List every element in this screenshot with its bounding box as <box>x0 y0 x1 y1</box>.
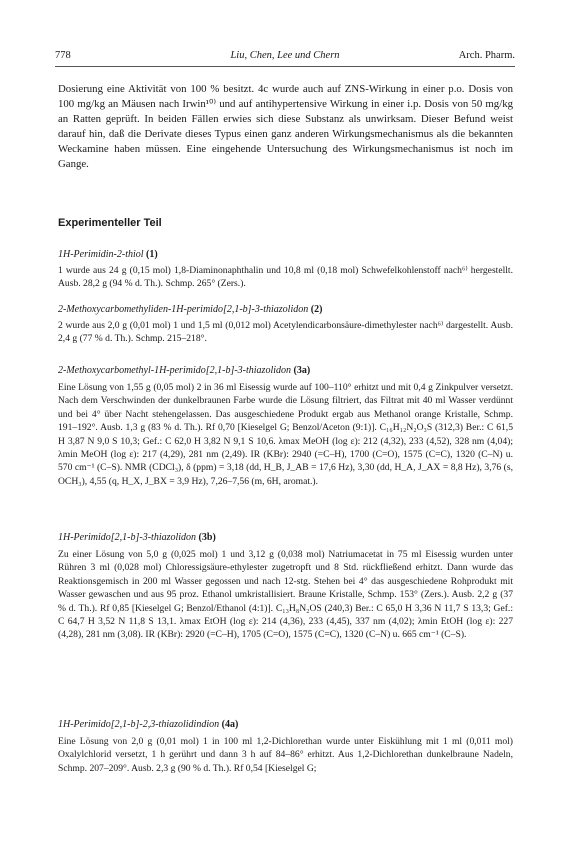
header-authors: Liu, Chen, Lee und Chern <box>230 50 340 61</box>
subsection-body: Eine Lösung von 1,55 g (0,05 mol) 2 in 36 ml Eisessig wurde auf 100–110° erhitzt und mit 0,4 g Zinkpulver versetzt. Nach dem Verschwinden der dunkelbraunen Farbe wurde die Lösung filtriert, das Filtrat mit 40 ml Wasser verdünnt und bei 4° über Nacht stehengelassen. Das ausgeschiedene Produkt ergab aus Methanol orange Kristalle, Schmp. 191–192°. Ausb. 1,3 g (83 % d. Th.). Rf 0,70 [Kieselgel G; Benzol/Aceton (9:1)]. C₁₆H₁₂N₂O₃S (312,3) Ber.: C 61,5 H 3,87 N 9,0 S 10,3; Gef.: C 62,0 H 3,82 N 9,1 S 10,6. λmax MeOH (log ε): 212 (4,32), 233 (4,52), 328 nm (4,04); λmin MeOH (log ε): 217 (4,29), 281 nm (2,49). IR (KBr): 2940 (=C–H), 1700 (C=O), 1575 (C=C), 1320 (C–N) u. 570 cm⁻¹ (C–S). NMR (CDCl₃), δ (ppm) = 3,18 (dd, H_B, J_AB = 17,6 Hz), 3,30 (dd, H_A, J_AX = 8,8 Hz), 3,76 (s, OCH₃), 4,55 (q, H_X, J_BX = 3,9 Hz), 7,26–7,56 (m, 6H, aromat.). <box>58 382 513 487</box>
subsection-body: Zu einer Lösung von 5,0 g (0,025 mol) 1 und 3,12 g (0,038 mol) Natriumacetat in 75 ml Eisessig wurden unter Rühren 3 ml (0,028 mol) Chloressigsäure-ethylester zugetropft und 8 Std. rückfließend erhitzt. Dann wurde das Reaktionsgemisch in 200 ml Wasser gegossen und nach 12-stg. Stehen bei 4° das ausgeschiedene Rohprodukt mit Wasser gewaschen und aus 95 proz. Ethanol umkristallisiert. Braune Kristalle, Schmp. 153° (Zers.). Ausb. 2,2 g (37 % d. Th.). Rf 0,85 [Kieselgel G; Benzol/Ethanol (4:1)]. C₁₃H₈N₂OS (240,3) Ber.: C 65,0 H 3,36 N 11,7 S 13,3; Gef.: C 64,7 H 3,52 N 11,8 S 13,1. λmax EtOH (log ε): 214 (4,36), 233 (4,45), 337 nm (4,02); λmin EtOH (log ε): 227 (4,28), 281 nm (3,08). IR (KBr): 2920 (=C–H), 1705 (C=O), 1575 (C=C), 1320 (C–N) u. 665 cm⁻¹ (C–S). <box>58 549 513 641</box>
subsection-body: 2 wurde aus 2,0 g (0,01 mol) 1 und 1,5 ml (0,012 mol) Acetylendicarbonsäure-dimethylester nach⁶⁾ dargestellt. Ausb. 2,4 g (77 % d. Th.). Schmp. 215–218°. <box>58 320 513 345</box>
page-number: 778 <box>55 50 71 61</box>
header-journal: Arch. Pharm. <box>458 50 515 61</box>
subsection-title: 2-Methoxycarbomethyl-1H-perimido[2,1-b]-3-thiazolidon (3a) <box>58 365 311 376</box>
header-rule <box>55 66 515 67</box>
subsection-title: 2-Methoxycarbomethyliden-1H-perimido[2,1-b]-3-thiazolidon (2) <box>58 304 323 315</box>
subsection-body: 1 wurde aus 24 g (0,15 mol) 1,8-Diaminonaphthalin und 10,8 ml (0,18 mol) Schwefelkohlenstoff nach⁶⁾ hergestellt. Ausb. 28,2 g (94 % d. Th.). Schmp. 265° (Zers.). <box>58 265 513 290</box>
subsection-title: 1H-Perimido[2,1-b]-3-thiazolidon (3b) <box>58 532 216 543</box>
running-header <box>55 50 515 64</box>
subsection-title: 1H-Perimidin-2-thiol (1) <box>58 249 158 260</box>
section-heading: Experimenteller Teil <box>58 217 162 229</box>
subsection-body: Eine Lösung von 2,0 g (0,01 mol) 1 in 100 ml 1,2-Dichlorethan wurde unter Eiskühlung mit 1 ml (0,011 mol) Oxalylchlorid versetzt, 1 h gerührt und dann 3 h auf 84–86° erhitzt. Aus 1,2-Dichlorethan dunkelbraune Nadeln, Schmp. 207–209°. Ausb. 2,3 g (90 % d. Th.). Rf 0,54 [Kieselgel G; <box>58 736 513 774</box>
intro-paragraph: Dosierung eine Aktivität von 100 % besitzt. 4c wurde auch auf ZNS-Wirkung in einer p.o. Dosis von 100 mg/kg an Mäusen nach Irwin¹⁰⁾ und auf antihypertensive Wirkung in einer i.p. Dosis von 50 mg/kg an Ratten geprüft. In beiden Fällen erwies sich diese Substanz als unwirksam. Dieser Befund weist darauf hin, daß die Derivate dieses Typus einen ganz anderen Wirkungsmechanismus als die bekannten Weckamine haben müssen. Eine eingehende Untersuchung des Wirkungsmechanismus ist noch im Gange. <box>58 83 513 170</box>
subsection-title: 1H-Perimido[2,1-b]-2,3-thiazolidindion (4a) <box>58 719 239 730</box>
